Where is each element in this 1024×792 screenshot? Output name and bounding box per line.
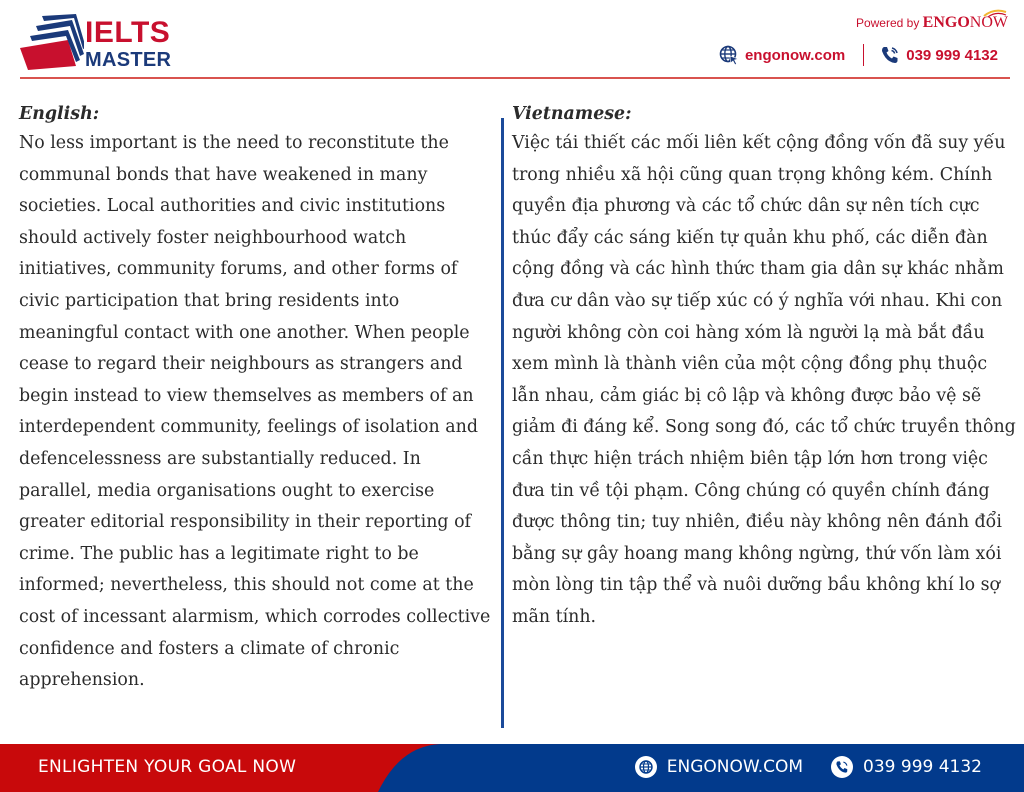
vietnamese-column [512,100,1017,634]
logo-wordmark [85,18,171,70]
english-column [19,100,499,697]
powered-by-prefix: Powered by [855,16,923,30]
swoosh-icon [982,8,1008,18]
header-website-label: engonow.com [744,46,846,64]
globe-icon [635,756,657,778]
logo-master-text: MASTER [85,49,172,71]
globe-cursor-icon [719,45,739,65]
header-divider [20,77,1010,79]
column-divider [501,118,504,728]
footer-phone-label: 039 999 4132 [863,757,982,777]
vietnamese-heading: Vietnamese: [512,104,632,124]
footer-website-label: ENGONOW.COM [666,757,804,777]
english-paragraph: No less important is the need to reconstitute the communal bonds that have weakened in many societies. Local authorities and civic institutions should actively foster neighbourhood watch initiatives, community forums, and other forms of civic participation that bring residents into meaningful contact with one another. When people cease to regard their neighbours as strangers and begin instead to view themselves as members of an interdependent community, feelings of isolation and defencelessness are substantially reduced. In parallel, media organisations ought to exercise greater editorial responsibility in their reporting of crime. The public has a legitimate right to be informed; nevertheless, this should not come at the cost of incessant alarmism, which corrodes collective confidence and fosters a climate of chronic apprehension. [19,133,491,691]
header-contact-separator [863,44,864,66]
footer-contact [635,756,982,778]
footer-banner [0,744,1024,792]
book-pages-icon [20,14,84,70]
phone-icon [831,756,853,778]
header-phone-link[interactable] [880,45,998,65]
header-website-link[interactable] [719,45,845,65]
vietnamese-paragraph: Việc tái thiết các mối liên kết cộng đồng vốn đã suy yếu trong nhiều xã hội cũng quan trọng không kém. Chính quyền địa phương và các tổ chức dân sự nên tích cực thúc đẩy các sáng kiến tự quản khu phố, các diễn đàn cộng đồng và các hình thức tham gia dân sự khác nhằm đưa cư dân vào sự tiếp xúc có ý nghĩa với nhau. Khi con người không còn coi hàng xóm là người lạ mà bắt đầu xem mình là thành viên của một cộng đồng phụ thuộc lẫn nhau, cảm giác bị cô lập và không được bảo vệ sẽ giảm đi đáng kể. Song song đó, các tổ chức truyền thông cần thực hiện trách nhiệm biên tập lớn hơn trong việc đưa tin về tội phạm. Công chúng có quyền chính đáng được thông tin; tuy nhiên, điều này không nên đánh đổi bằng sự gây hoang mang không ngừng, thứ vốn làm xói mòn lòng tin tập thể và nuôi dưỡng bầu không khí lo sợ mãn tính. [512,133,1016,627]
footer-website-link[interactable] [635,756,803,778]
english-heading: English: [19,104,100,124]
header-phone-label: 039 999 4132 [906,46,998,64]
footer-slogan: ENLIGHTEN YOUR GOAL NOW [38,757,297,777]
powered-by-brand-bold: ENGO [922,14,970,31]
ielts-master-logo[interactable] [20,14,180,70]
header [0,0,1024,80]
phone-icon [880,45,900,65]
powered-by-engonow [856,14,1008,32]
header-contact [719,44,998,66]
powered-by-brand-regular: NOW [969,14,1008,31]
footer-phone-link[interactable] [831,756,982,778]
logo-ielts-text: IELTS [85,16,171,49]
